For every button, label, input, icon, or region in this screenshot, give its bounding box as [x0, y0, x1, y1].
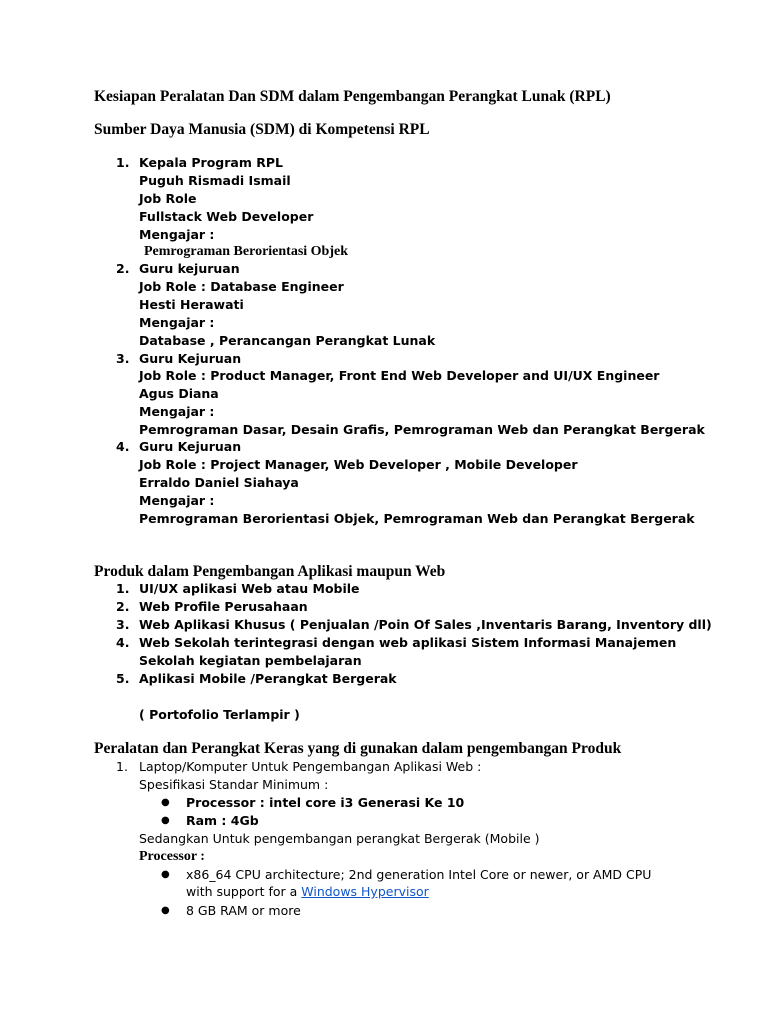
- sdm-name: Puguh Rismadi Ismail: [139, 173, 291, 188]
- mobile-spec-cpu-continued: [186, 883, 429, 901]
- list-number: 1.: [116, 581, 130, 596]
- mobile-spec-ram: 8 GB RAM or more: [186, 903, 301, 918]
- mobile-spec-cpu-text: with support for a: [186, 884, 302, 899]
- produk-item-2: Web Profile Perusahaan: [139, 599, 308, 614]
- sdm-subjects: Pemrograman Berorientasi Objek, Pemrograman Web dan Perangkat Bergerak: [139, 511, 695, 526]
- bullet-icon: ●: [161, 869, 170, 880]
- list-number: 1.: [116, 155, 130, 170]
- bullet-icon: ●: [161, 815, 170, 826]
- sdm-job-role: Job Role : Product Manager, Front End Web Developer and UI/UX Engineer: [139, 368, 660, 383]
- list-number: 4.: [116, 635, 130, 650]
- produk-heading: Produk dalam Pengembangan Aplikasi maupun Web: [94, 563, 446, 580]
- sdm-role: Guru kejuruan: [139, 261, 240, 276]
- document-title: Kesiapan Peralatan Dan SDM dalam Pengembangan Perangkat Lunak (RPL): [94, 88, 611, 105]
- produk-item-1: UI/UX aplikasi Web atau Mobile: [139, 581, 360, 596]
- sdm-job-role: Job Role : Database Engineer: [139, 279, 344, 294]
- sdm-teach-label: Mengajar :: [139, 404, 215, 419]
- sdm-job-role-label: Job Role: [139, 191, 197, 206]
- processor-label: Processor :: [139, 849, 205, 864]
- list-number: 5.: [116, 671, 130, 686]
- sdm-teach-label: Mengajar :: [139, 315, 215, 330]
- list-number: 3.: [116, 617, 130, 632]
- bullet-icon: ●: [161, 797, 170, 808]
- list-number: 1.: [116, 759, 128, 774]
- portfolio-note: ( Portofolio Terlampir ): [139, 707, 300, 722]
- sdm-role: Kepala Program RPL: [139, 155, 283, 170]
- sdm-job-role: Job Role : Project Manager, Web Developer , Mobile Developer: [139, 457, 578, 472]
- peralatan-item-title: Laptop/Komputer Untuk Pengembangan Aplikasi Web :: [139, 759, 482, 774]
- sdm-name: Erraldo Daniel Siahaya: [139, 475, 299, 490]
- produk-item-5: Aplikasi Mobile /Perangkat Bergerak: [139, 671, 397, 686]
- web-spec-ram: Ram : 4Gb: [186, 813, 259, 828]
- bullet-icon: ●: [161, 905, 170, 916]
- sdm-name: Agus Diana: [139, 386, 219, 401]
- mobile-spec-label: Sedangkan Untuk pengembangan perangkat Bergerak (Mobile ): [139, 831, 540, 846]
- sdm-name: Hesti Herawati: [139, 297, 244, 312]
- windows-hypervisor-link[interactable]: Windows Hypervisor: [301, 884, 429, 899]
- produk-item-4: Web Sekolah terintegrasi dengan web aplikasi Sistem Informasi Manajemen: [139, 635, 677, 650]
- sdm-subjects: Database , Perancangan Perangkat Lunak: [139, 333, 436, 348]
- sdm-job: Fullstack Web Developer: [139, 209, 314, 224]
- sdm-role: Guru Kejuruan: [139, 351, 242, 366]
- list-number: 3.: [116, 351, 130, 366]
- sdm-teach-label: Mengajar :: [139, 227, 215, 242]
- list-number: 2.: [116, 599, 130, 614]
- spec-label: Spesifikasi Standar Minimum :: [139, 777, 329, 792]
- produk-item-3: Web Aplikasi Khusus ( Penjualan /Poin Of Sales ,Inventaris Barang, Inventory dll): [139, 617, 712, 632]
- mobile-spec-cpu: x86_64 CPU architecture; 2nd generation Intel Core or newer, or AMD CPU: [186, 867, 652, 882]
- peralatan-heading: Peralatan dan Perangkat Keras yang di gunakan dalam pengembangan Produk: [94, 740, 622, 757]
- sdm-teach-label: Mengajar :: [139, 493, 215, 508]
- web-spec-processor: Processor : intel core i3 Generasi Ke 10: [186, 795, 465, 810]
- produk-item-4-continued: Sekolah kegiatan pembelajaran: [139, 653, 362, 668]
- list-number: 2.: [116, 261, 130, 276]
- sdm-role: Guru Kejuruan: [139, 439, 242, 454]
- sdm-subjects: Pemrograman Berorientasi Objek: [144, 244, 349, 259]
- sdm-heading: Sumber Daya Manusia (SDM) di Kompetensi RPL: [94, 121, 430, 138]
- sdm-subjects: Pemrograman Dasar, Desain Grafis, Pemrograman Web dan Perangkat Bergerak: [139, 422, 705, 437]
- list-number: 4.: [116, 439, 130, 454]
